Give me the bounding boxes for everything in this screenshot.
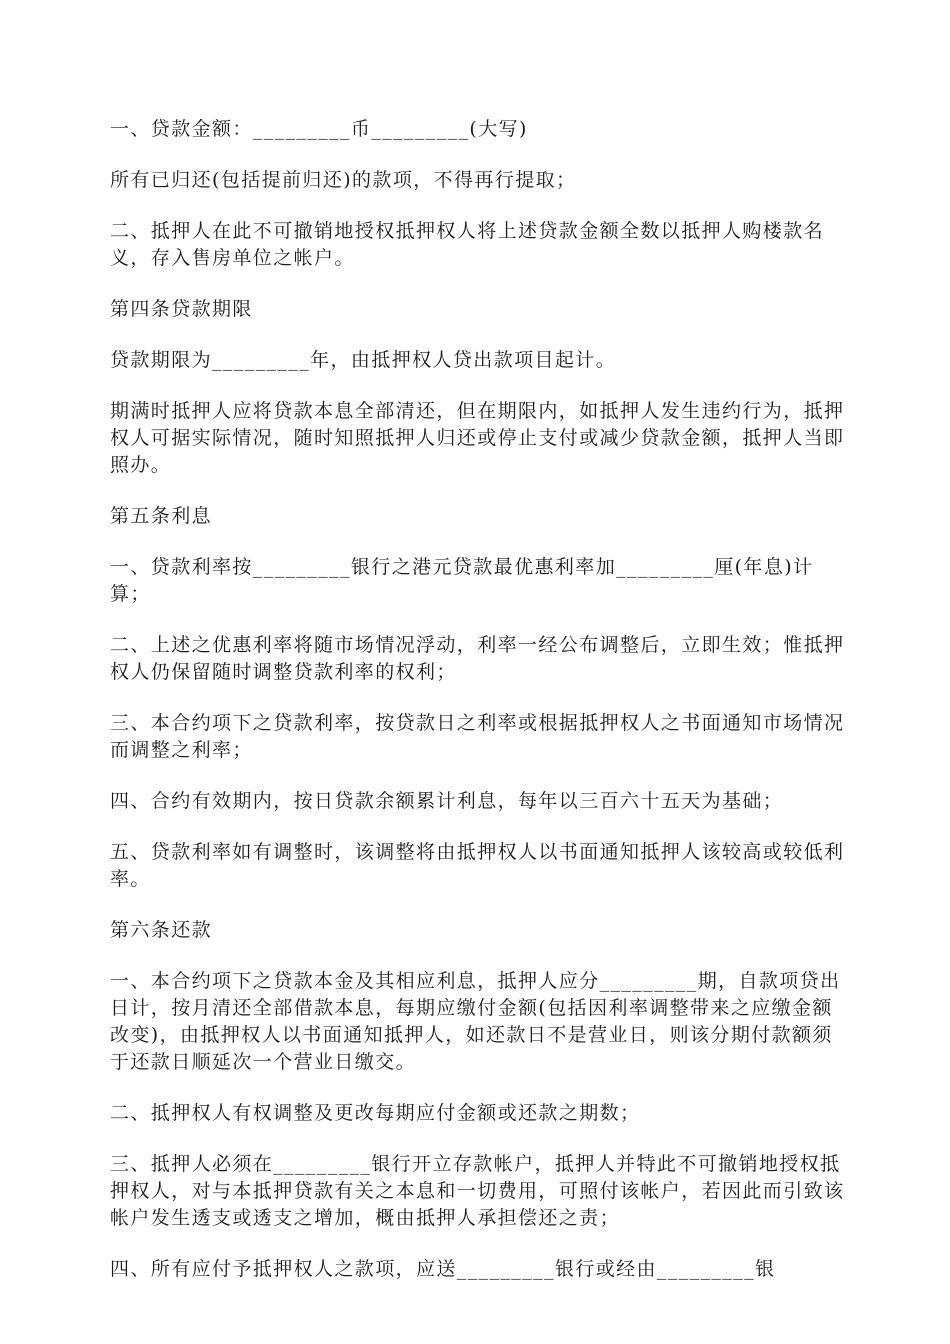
paragraph-payment-delivery: 四、所有应付予抵押权人之款项，应送_________银行或经由_________银 [110,1258,776,1280]
paragraph-authorization: 二、抵押人在此不可撤销地授权抵押权人将上述贷款金额全数以抵押人购楼款名义，存入售房单位之帐户。 [110,220,825,269]
paragraph-loan-term: 贷款期限为_________年，由抵押权人贷出款项目起计。 [110,349,617,371]
paragraph-no-redraw: 所有已归还(包括提前归还)的款项，不得再行提取； [110,169,577,191]
paragraph-daily-interest: 四、合约有效期内，按日贷款余额累计利息，每年以三百六十五天为基础； [110,790,784,812]
heading-article-6: 第六条还款 [110,919,213,941]
paragraph-adjust-installments: 二、抵押权人有权调整及更改每期应付金额或还款之期数； [110,1102,641,1124]
paragraph-rate-floating: 二、上述之优惠利率将随市场情况浮动，利率一经公布调整后，立即生效；惟抵押权人仍保留随时调整贷款利率的权利； [110,634,845,683]
document-body [110,116,850,1307]
paragraph-loan-amount: 一、贷款金额：_________币_________(大写) [110,118,528,140]
paragraph-installments: 一、本合约项下之贷款本金及其相应利息，抵押人应分_________期，自款项贷出日计，按月清还全部借款本息，每期应缴付金额(包括因利率调整带来之应缴金额改变)，由抵押权人以书面通知抵押人，如还款日不是营业日，则该分期付款额须于还款日顺延次一个营业日缴交。 [110,970,841,1073]
heading-article-4: 第四条贷款期限 [110,298,253,320]
paragraph-term-repayment: 期满时抵押人应将贷款本息全部清还，但在期限内，如抵押人发生违约行为，抵押权人可据实际情况，随时知照抵押人归还或停止支付或减少贷款金额，抵押人当即照办。 [110,400,845,476]
paragraph-deposit-account: 三、抵押人必须在_________银行开立存款帐户，抵押人并特此不可撤销地授权抵押权人，对与本抵押贷款有关之本息和一切费用，可照付该帐户，若因此而引致该帐户发生透支或透支之增加，概由抵押人承担偿还之责； [110,1153,845,1229]
paragraph-interest-rate: 一、贷款利率按_________银行之港元贷款最优惠利率加_________厘(年息)计算； [110,556,814,605]
paragraph-rate-basis: 三、本合约项下之贷款利率，按贷款日之利率或根据抵押权人之书面通知市场情况而调整之利率； [110,712,845,761]
heading-article-5: 第五条利息 [110,505,213,527]
paragraph-rate-adjustment: 五、贷款利率如有调整时，该调整将由抵押权人以书面通知抵押人该较高或较低利率。 [110,841,845,890]
